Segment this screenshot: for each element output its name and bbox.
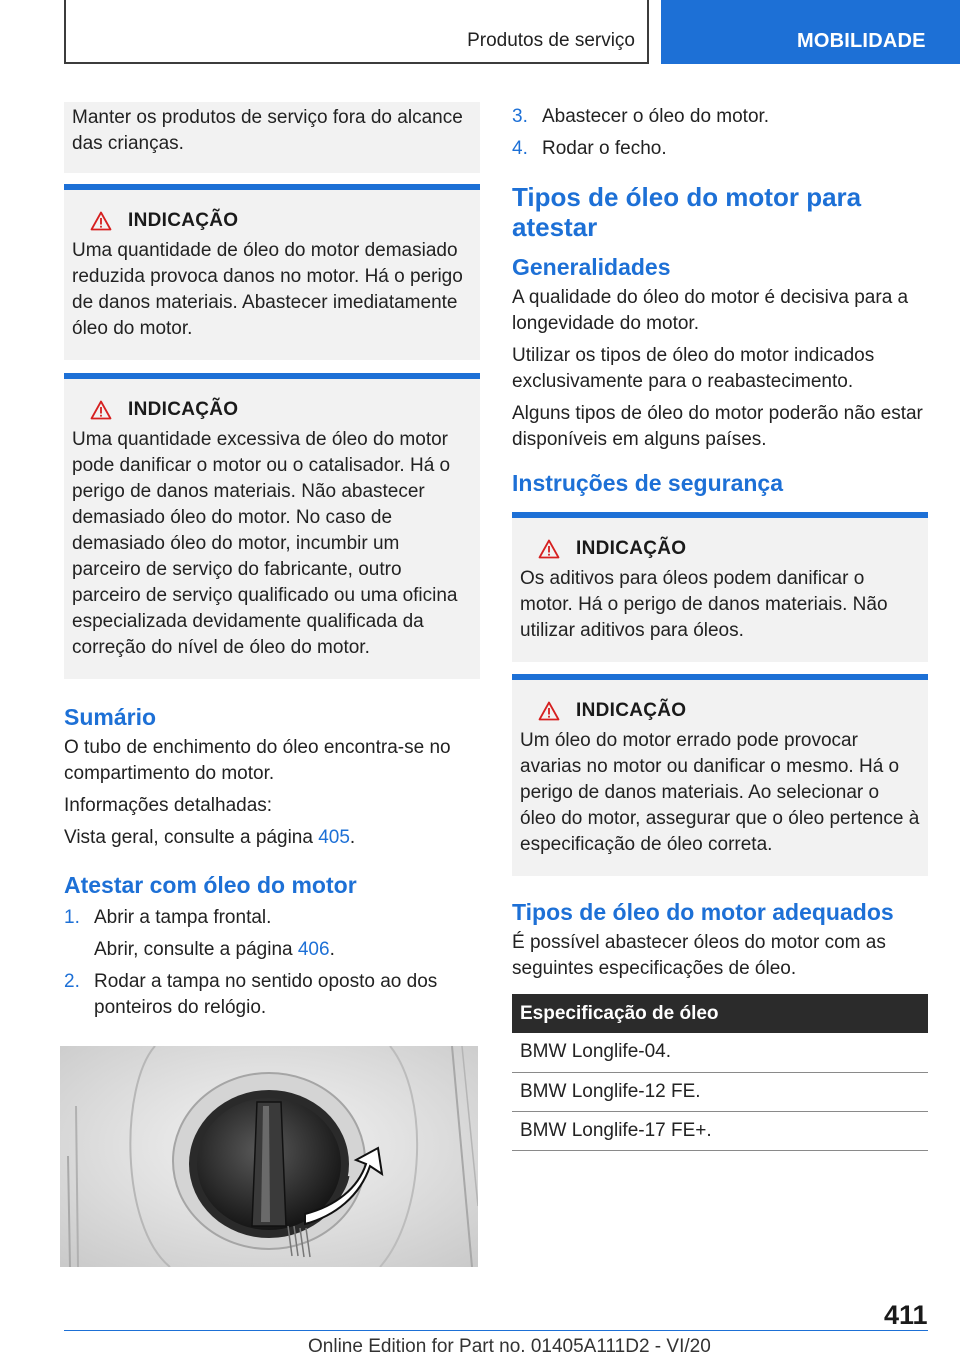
page-number: 411 — [884, 1300, 928, 1330]
details-label: Informações detalhadas: — [64, 795, 273, 816]
overview-suffix: . — [349, 827, 356, 848]
step-number: 4. — [512, 138, 528, 159]
note-text: Manter os produtos de serviço fora do alcance das crianças. — [72, 107, 463, 154]
refill-heading: Atestar com óleo do motor — [64, 872, 357, 898]
refill-steps — [64, 905, 480, 1021]
warning-box — [512, 512, 928, 662]
overview-prefix: Vista geral, consulte a página — [64, 827, 313, 848]
refill-steps-continued — [512, 104, 928, 162]
step-number: 3. — [512, 106, 528, 127]
warning-title: INDICAÇÃO — [576, 700, 687, 721]
step-sub-prefix: Abrir, consulte a página — [94, 939, 293, 960]
list-item — [64, 905, 480, 963]
table-row — [512, 1111, 928, 1150]
step-text: Abrir a tampa frontal. — [94, 907, 272, 928]
suitable-heading: Tipos de óleo do motor adequados — [512, 899, 894, 925]
step-number: 2. — [64, 971, 80, 992]
step-text: Rodar a tampa no sentido oposto ao dos ponteiros do relógio. — [94, 971, 438, 1018]
summary-text: O tubo de enchimento do óleo encontra-se no compartimento do motor. — [64, 737, 451, 784]
chapter-title: MOBILIDADE — [797, 30, 926, 52]
page-link-405[interactable]: 405 — [318, 827, 350, 848]
warning-text: Uma quantidade de óleo do motor demasiado reduzida provoca danos no motor. Há o perigo de danos materiais. Abastecer imediatamente óleo do motor. — [72, 240, 463, 339]
note-box — [64, 102, 480, 173]
list-item — [64, 969, 480, 1021]
warning-triangle-icon — [538, 539, 560, 559]
table-row — [512, 1072, 928, 1111]
overview-reference — [64, 825, 480, 851]
edition-footer: Online Edition for Part no. 01405A111D2 - VI/20 — [308, 1336, 711, 1357]
step-text: Abastecer o óleo do motor. — [542, 106, 770, 127]
table-header: Especificação de óleo — [512, 994, 928, 1033]
right-column — [512, 104, 928, 1151]
footer-divider — [64, 1330, 928, 1331]
table-cell: BMW Longlife-17 FE+. — [512, 1111, 928, 1150]
warning-title: INDICAÇÃO — [576, 538, 687, 559]
warning-triangle-icon — [538, 701, 560, 721]
warning-triangle-icon — [90, 400, 112, 420]
list-item — [512, 136, 928, 162]
step-text: Rodar o fecho. — [542, 138, 667, 159]
step-sub-suffix: . — [329, 939, 335, 960]
safety-heading: Instruções de segurança — [512, 470, 783, 496]
warning-title: INDICAÇÃO — [128, 210, 239, 231]
oil-spec-table — [512, 994, 928, 1151]
table-cell: BMW Longlife-12 FE. — [512, 1072, 928, 1111]
table-cell: BMW Longlife-04. — [512, 1033, 928, 1072]
suitable-text: É possível abastecer óleos do motor com as seguintes especificações de óleo. — [512, 932, 886, 979]
warning-triangle-icon — [90, 211, 112, 231]
table-row — [512, 1033, 928, 1072]
warning-box — [64, 373, 480, 679]
general-paragraph: Utilizar os tipos de óleo do motor indicados exclusivamente para o reabastecimento. — [512, 345, 875, 392]
list-item — [512, 104, 928, 130]
page-link-406[interactable]: 406 — [297, 939, 330, 960]
warning-text: Uma quantidade excessiva de óleo do motor pode danificar o motor ou o catalisador. Há o perigo de danos materiais. Não abastecer demasiado óleo do motor. No caso de demasiado óleo do motor, incumbir um parceiro de serviço do fabricante, outro parceiro de serviço qualificado ou uma oficina especializada devidamente qualificada da correção do nível de óleo do motor. — [72, 429, 458, 658]
warning-box — [64, 184, 480, 360]
warning-title: INDICAÇÃO — [128, 399, 239, 420]
header-section-tab — [64, 0, 649, 64]
header-chapter-tab — [661, 0, 960, 64]
section-title: Produtos de serviço — [467, 30, 635, 51]
table-header-row — [512, 994, 928, 1033]
step-number: 1. — [64, 907, 80, 928]
summary-heading: Sumário — [64, 704, 157, 730]
general-heading: Generalidades — [512, 254, 671, 280]
warning-box — [512, 674, 928, 876]
general-paragraph: Alguns tipos de óleo do motor poderão não estar disponíveis em alguns países. — [512, 403, 923, 450]
section-heading: Tipos de óleo do motor para atestar — [512, 182, 862, 242]
warning-text: Os aditivos para óleos podem danificar o motor. Há o perigo de danos materiais. Não utilizar aditivos para óleos. — [520, 568, 888, 641]
warning-text: Um óleo do motor errado pode provocar avarias no motor ou danificar o mesmo. Há o perigo de danos materiais. Ao selecionar o óleo do motor, assegurar que o óleo pertence à especificação de óleo correta. — [520, 730, 920, 855]
general-paragraph: A qualidade do óleo do motor é decisiva para a longevidade do motor. — [512, 287, 909, 334]
left-column — [64, 102, 480, 1021]
oil-filler-cap-illustration — [60, 1046, 478, 1267]
